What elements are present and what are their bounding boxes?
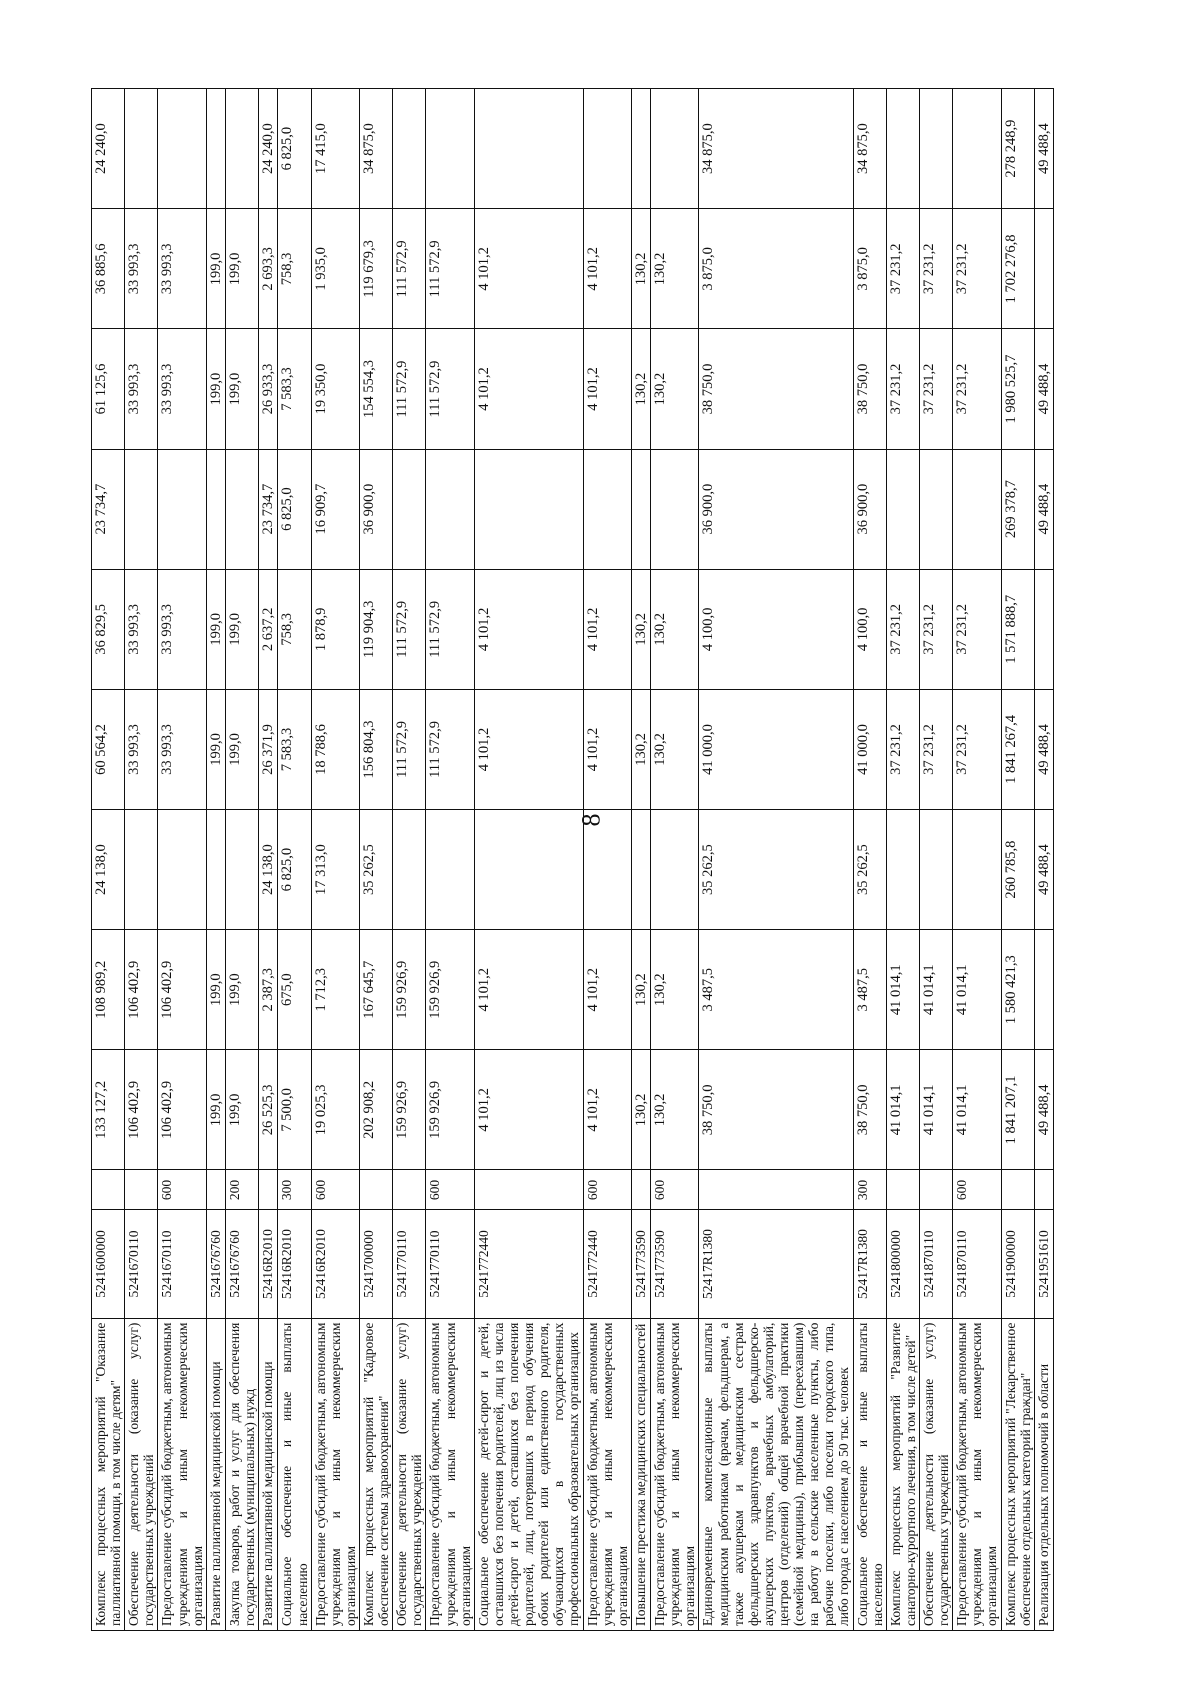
row-amount-cell: 35 262,5 [360,810,393,930]
row-amount-cell: 1 571 888,7 [1001,569,1034,689]
row-amount-cell [583,810,631,930]
row-amount-cell: 17 313,0 [311,810,359,930]
row-amount-cell [919,449,952,569]
row-amount-cell: 1 702 276,8 [1001,209,1034,329]
row-amount-cell: 17 415,0 [311,89,359,209]
row-amount-cell: 111 572,9 [393,329,426,449]
row-amount-cell: 199,0 [226,1050,259,1170]
table-row [259,89,278,1631]
row-amount-cell: 41 014,1 [886,1050,919,1170]
budget-table-container [91,88,1054,1631]
row-amount-cell: 199,0 [206,329,225,449]
row-expense-type-cell [1001,1170,1034,1210]
row-amount-cell [1034,569,1053,689]
row-amount-cell: 4 101,2 [474,209,583,329]
row-name-cell: Предоставление субсидий бюджетным, автономным учреждениям и иным некоммерческим организациям [158,1318,206,1630]
row-amount-cell: 41 000,0 [853,689,886,809]
row-amount-cell: 130,2 [651,930,699,1050]
row-code-cell: 5241670110 [158,1210,206,1318]
row-amount-cell [426,449,474,569]
row-expense-type-cell [92,1170,125,1210]
row-name-cell: Социальное обеспечение детей-сирот и детей, оставшихся без попечения родителей, лиц из числа детей-сирот и детей, оставшихся без попечения родителей, лиц, потерявших в период обучения обоих родителей или единственного родителя, обучающихся в государственных профессиональных образовательных организациях [474,1318,583,1630]
row-amount-cell [631,449,650,569]
row-amount-cell: 199,0 [226,689,259,809]
row-amount-cell: 37 231,2 [919,569,952,689]
row-name-cell: Реализация отдельных полномочий в области [1034,1318,1053,1630]
row-amount-cell: 7 583,3 [278,689,311,809]
row-amount-cell: 36 900,0 [360,449,393,569]
row-amount-cell [158,810,206,930]
row-code-cell: 5241870110 [919,1210,952,1318]
row-name-cell: Обеспечение деятельности (оказание услуг) государственных учреждений [919,1318,952,1630]
row-amount-cell: 1 878,9 [311,569,359,689]
row-expense-type-cell [474,1170,583,1210]
row-amount-cell: 19 025,3 [311,1050,359,1170]
row-amount-cell: 199,0 [206,930,225,1050]
row-amount-cell [953,810,1001,930]
table-row [393,89,426,1631]
row-amount-cell: 130,2 [631,930,650,1050]
row-amount-cell: 33 993,3 [125,569,158,689]
row-amount-cell: 199,0 [206,689,225,809]
row-code-cell: 52417R1380 [699,1210,853,1318]
row-amount-cell: 19 350,0 [311,329,359,449]
row-amount-cell: 37 231,2 [919,209,952,329]
row-amount-cell: 37 231,2 [953,689,1001,809]
row-name-cell: Комплекс процессных мероприятий "Развитие санаторно-курортного лечения, в том числе детей" [886,1318,919,1630]
budget-table [91,88,1054,1631]
row-amount-cell: 119 904,3 [360,569,393,689]
row-amount-cell: 4 101,2 [583,1050,631,1170]
row-amount-cell: 199,0 [226,329,259,449]
row-amount-cell: 33 993,3 [158,689,206,809]
row-name-cell: Комплекс процессных мероприятий "Оказание паллиативной помощи, в том числе детям" [92,1318,125,1630]
row-amount-cell [583,89,631,209]
row-code-cell: 52417R1380 [853,1210,886,1318]
row-code-cell: 5241772440 [474,1210,583,1318]
row-amount-cell: 36 829,5 [92,569,125,689]
row-amount-cell [1034,209,1053,329]
row-expense-type-cell [1034,1170,1053,1210]
row-amount-cell: 18 788,6 [311,689,359,809]
row-amount-cell: 130,2 [631,329,650,449]
row-amount-cell: 33 993,3 [158,329,206,449]
row-amount-cell: 35 262,5 [853,810,886,930]
row-name-cell: Предоставление субсидий бюджетным, автономным учреждениям и иным некоммерческим организациям [311,1318,359,1630]
row-amount-cell: 4 100,0 [699,569,853,689]
row-code-cell: 5241773590 [631,1210,650,1318]
row-amount-cell: 199,0 [226,930,259,1050]
row-expense-type-cell [360,1170,393,1210]
row-amount-cell: 4 101,2 [583,569,631,689]
row-amount-cell: 106 402,9 [125,1050,158,1170]
row-amount-cell [226,449,259,569]
row-amount-cell: 16 909,7 [311,449,359,569]
row-name-cell: Закупка товаров, работ и услуг для обеспечения государственных (муниципальных) нужд [226,1318,259,1630]
row-amount-cell: 119 679,3 [360,209,393,329]
row-amount-cell: 159 926,9 [426,930,474,1050]
row-name-cell: Предоставление субсидий бюджетным, автономным учреждениям и иным некоммерческим организациям [651,1318,699,1630]
row-amount-cell [583,449,631,569]
row-expense-type-cell: 600 [426,1170,474,1210]
row-amount-cell [158,89,206,209]
row-amount-cell: 159 926,9 [426,1050,474,1170]
row-amount-cell: 1 580 421,3 [1001,930,1034,1050]
table-row [651,89,699,1631]
row-amount-cell [206,449,225,569]
table-row [158,89,206,1631]
row-amount-cell: 49 488,4 [1034,449,1053,569]
row-amount-cell: 49 488,4 [1034,689,1053,809]
row-amount-cell [206,810,225,930]
row-amount-cell: 7 583,3 [278,329,311,449]
table-row [92,89,125,1631]
row-code-cell: 5241951610 [1034,1210,1053,1318]
row-amount-cell: 130,2 [651,689,699,809]
row-amount-cell: 130,2 [631,209,650,329]
row-amount-cell: 156 804,3 [360,689,393,809]
row-amount-cell [886,89,919,209]
row-amount-cell: 133 127,2 [92,1050,125,1170]
row-amount-cell: 4 101,2 [583,329,631,449]
row-amount-cell: 37 231,2 [953,209,1001,329]
row-amount-cell [393,449,426,569]
row-code-cell: 5241600000 [92,1210,125,1318]
row-amount-cell: 26 525,3 [259,1050,278,1170]
row-expense-type-cell: 600 [158,1170,206,1210]
table-row [1001,89,1034,1631]
row-amount-cell: 111 572,9 [393,209,426,329]
row-amount-cell: 199,0 [206,569,225,689]
row-amount-cell: 130,2 [631,569,650,689]
row-amount-cell: 1 841 267,4 [1001,689,1034,809]
row-amount-cell: 37 231,2 [953,569,1001,689]
row-expense-type-cell: 300 [853,1170,886,1210]
row-amount-cell: 34 875,0 [699,89,853,209]
row-amount-cell: 7 500,0 [278,1050,311,1170]
row-amount-cell: 159 926,9 [393,930,426,1050]
row-amount-cell: 2 637,2 [259,569,278,689]
row-amount-cell: 111 572,9 [426,689,474,809]
row-amount-cell: 23 734,7 [92,449,125,569]
row-amount-cell: 36 900,0 [853,449,886,569]
row-amount-cell: 33 993,3 [125,209,158,329]
row-name-cell: Предоставление субсидий бюджетным, автономным учреждениям и иным некоммерческим организациям [583,1318,631,1630]
row-amount-cell: 1 935,0 [311,209,359,329]
row-amount-cell [474,810,583,930]
row-amount-cell: 41 014,1 [953,1050,1001,1170]
row-code-cell: 52416R2010 [259,1210,278,1318]
row-amount-cell: 260 785,8 [1001,810,1034,930]
row-amount-cell [651,89,699,209]
row-amount-cell: 41 014,1 [919,1050,952,1170]
row-amount-cell: 24 138,0 [92,810,125,930]
row-amount-cell [125,449,158,569]
row-amount-cell: 130,2 [651,569,699,689]
row-amount-cell: 41 000,0 [699,689,853,809]
row-amount-cell: 38 750,0 [853,329,886,449]
table-row [631,89,650,1631]
row-amount-cell: 26 371,9 [259,689,278,809]
row-expense-type-cell [393,1170,426,1210]
table-row [919,89,952,1631]
row-amount-cell: 3 487,5 [699,930,853,1050]
row-amount-cell: 4 101,2 [583,209,631,329]
row-amount-cell: 37 231,2 [919,329,952,449]
row-expense-type-cell: 300 [278,1170,311,1210]
row-amount-cell: 37 231,2 [953,329,1001,449]
table-row [1034,89,1053,1631]
row-amount-cell: 278 248,9 [1001,89,1034,209]
page-number: 8 [576,813,606,827]
row-amount-cell [953,449,1001,569]
row-name-cell: Повышение престижа медицинских специальностей [631,1318,650,1630]
row-amount-cell: 130,2 [651,329,699,449]
row-amount-cell: 3 487,5 [853,930,886,1050]
row-amount-cell: 33 993,3 [158,209,206,329]
row-amount-cell [631,810,650,930]
row-amount-cell [651,810,699,930]
row-amount-cell: 49 488,4 [1034,810,1053,930]
row-name-cell: Обеспечение деятельности (оказание услуг) государственных учреждений [393,1318,426,1630]
row-amount-cell: 24 138,0 [259,810,278,930]
row-amount-cell: 130,2 [651,209,699,329]
row-amount-cell: 4 101,2 [474,569,583,689]
row-expense-type-cell [886,1170,919,1210]
row-amount-cell: 202 908,2 [360,1050,393,1170]
row-code-cell: 5241770110 [426,1210,474,1318]
row-amount-cell: 269 378,7 [1001,449,1034,569]
row-amount-cell [125,810,158,930]
row-amount-cell: 159 926,9 [393,1050,426,1170]
row-amount-cell: 6 825,0 [278,810,311,930]
row-code-cell: 5241676760 [206,1210,225,1318]
row-amount-cell: 41 014,1 [886,930,919,1050]
row-amount-cell [1034,930,1053,1050]
row-amount-cell: 38 750,0 [699,329,853,449]
row-expense-type-cell: 600 [311,1170,359,1210]
row-amount-cell: 23 734,7 [259,449,278,569]
table-row [953,89,1001,1631]
row-amount-cell: 4 101,2 [474,689,583,809]
row-amount-cell [919,89,952,209]
row-amount-cell: 167 645,7 [360,930,393,1050]
table-row [699,89,853,1631]
row-amount-cell [631,89,650,209]
row-amount-cell: 38 750,0 [853,1050,886,1170]
row-amount-cell: 6 825,0 [278,89,311,209]
table-body [92,89,1054,1631]
table-row [426,89,474,1631]
row-name-cell: Комплекс процессных мероприятий "Кадровое обеспечение системы здравоохранения" [360,1318,393,1630]
row-amount-cell: 33 993,3 [158,569,206,689]
row-amount-cell: 49 488,4 [1034,1050,1053,1170]
row-amount-cell: 4 101,2 [583,689,631,809]
row-amount-cell: 2 693,3 [259,209,278,329]
row-amount-cell [474,89,583,209]
row-amount-cell: 106 402,9 [158,930,206,1050]
row-amount-cell: 24 240,0 [259,89,278,209]
row-amount-cell: 38 750,0 [699,1050,853,1170]
row-code-cell: 5241870110 [953,1210,1001,1318]
row-amount-cell: 36 900,0 [699,449,853,569]
row-amount-cell: 199,0 [226,209,259,329]
table-row [125,89,158,1631]
table-row [583,89,631,1631]
row-amount-cell: 199,0 [206,209,225,329]
row-amount-cell [426,810,474,930]
row-amount-cell: 61 125,6 [92,329,125,449]
row-code-cell: 5241770110 [393,1210,426,1318]
table-row [474,89,583,1631]
row-expense-type-cell: 600 [953,1170,1001,1210]
row-amount-cell: 1 712,3 [311,930,359,1050]
row-code-cell: 5241676760 [226,1210,259,1318]
row-code-cell: 5241900000 [1001,1210,1034,1318]
row-amount-cell: 758,3 [278,569,311,689]
row-amount-cell: 49 488,4 [1034,329,1053,449]
row-name-cell: Развитие паллиативной медицинской помощи [206,1318,225,1630]
row-amount-cell: 4 101,2 [474,329,583,449]
row-amount-cell: 37 231,2 [886,569,919,689]
row-amount-cell: 4 101,2 [474,1050,583,1170]
row-amount-cell: 37 231,2 [886,689,919,809]
row-name-cell: Комплекс процессных мероприятий "Лекарственное обеспечение отдельных категорий граждан" [1001,1318,1034,1630]
row-amount-cell [393,89,426,209]
row-code-cell: 5241700000 [360,1210,393,1318]
table-row [311,89,359,1631]
row-amount-cell: 26 933,3 [259,329,278,449]
row-amount-cell: 34 875,0 [853,89,886,209]
row-amount-cell [393,810,426,930]
row-amount-cell: 3 875,0 [853,209,886,329]
row-amount-cell: 3 875,0 [699,209,853,329]
row-amount-cell: 35 262,5 [699,810,853,930]
row-amount-cell [886,810,919,930]
row-name-cell: Единовременные компенсационные выплаты медицинским работникам (врачам, фельдшерам, а также акушеркам и медицинским сестрам фельдшерских здравпунктов и фельдшерско-акушерских пунктов, врачебных амбулаторий, центров (отделений) общей врачебной практики (семейной медицины), прибывшим (переехавшим) на работу в сельские населенные пункты, либо рабочие поселки, либо поселки городского типа, либо города с населением до 50 тыс. человек [699,1318,853,1630]
row-amount-cell: 36 885,6 [92,209,125,329]
row-amount-cell: 199,0 [226,569,259,689]
row-code-cell: 5241800000 [886,1210,919,1318]
row-expense-type-cell [631,1170,650,1210]
row-amount-cell: 1 841 207,1 [1001,1050,1034,1170]
row-amount-cell [125,89,158,209]
row-amount-cell: 111 572,9 [426,209,474,329]
row-amount-cell: 41 014,1 [919,930,952,1050]
row-amount-cell: 106 402,9 [125,930,158,1050]
row-amount-cell: 154 554,3 [360,329,393,449]
row-amount-cell: 33 993,3 [125,689,158,809]
table-row [226,89,259,1631]
row-expense-type-cell [125,1170,158,1210]
row-amount-cell [158,449,206,569]
row-amount-cell [226,810,259,930]
row-name-cell: Предоставление субсидий бюджетным, автономным учреждениям и иным некоммерческим организациям [426,1318,474,1630]
row-amount-cell: 130,2 [631,689,650,809]
row-expense-type-cell [259,1170,278,1210]
row-expense-type-cell [919,1170,952,1210]
row-amount-cell: 37 231,2 [886,329,919,449]
row-amount-cell: 2 387,3 [259,930,278,1050]
row-amount-cell: 60 564,2 [92,689,125,809]
row-amount-cell: 37 231,2 [886,209,919,329]
row-amount-cell: 24 240,0 [92,89,125,209]
table-row [206,89,225,1631]
row-amount-cell: 6 825,0 [278,449,311,569]
row-amount-cell: 49 488,4 [1034,89,1053,209]
row-amount-cell [426,89,474,209]
row-amount-cell: 4 101,2 [583,930,631,1050]
row-code-cell: 52416R2010 [278,1210,311,1318]
row-amount-cell [226,89,259,209]
row-expense-type-cell: 200 [226,1170,259,1210]
row-code-cell: 5241670110 [125,1210,158,1318]
row-amount-cell: 111 572,9 [393,569,426,689]
row-amount-cell: 111 572,9 [426,569,474,689]
row-amount-cell [651,449,699,569]
row-expense-type-cell: 600 [651,1170,699,1210]
row-expense-type-cell [206,1170,225,1210]
row-amount-cell: 675,0 [278,930,311,1050]
row-amount-cell: 106 402,9 [158,1050,206,1170]
row-amount-cell: 199,0 [206,1050,225,1170]
row-amount-cell [474,449,583,569]
row-expense-type-cell [699,1170,853,1210]
row-amount-cell: 4 101,2 [474,930,583,1050]
table-row [278,89,311,1631]
row-amount-cell: 130,2 [651,1050,699,1170]
row-code-cell: 5241772440 [583,1210,631,1318]
row-amount-cell: 130,2 [631,1050,650,1170]
row-amount-cell: 1 980 525,7 [1001,329,1034,449]
row-amount-cell: 758,3 [278,209,311,329]
row-code-cell: 52416R2010 [311,1210,359,1318]
table-row [886,89,919,1631]
table-row [360,89,393,1631]
row-name-cell: Социальное обеспечение и иные выплаты населению [853,1318,886,1630]
row-amount-cell: 108 989,2 [92,930,125,1050]
table-row [853,89,886,1631]
row-amount-cell: 111 572,9 [393,689,426,809]
row-code-cell: 5241773590 [651,1210,699,1318]
row-amount-cell [953,89,1001,209]
row-amount-cell [206,89,225,209]
row-amount-cell: 34 875,0 [360,89,393,209]
row-name-cell: Развитие паллиативной медицинской помощи [259,1318,278,1630]
row-name-cell: Социальное обеспечение и иные выплаты населению [278,1318,311,1630]
row-name-cell: Обеспечение деятельности (оказание услуг) государственных учреждений [125,1318,158,1630]
row-amount-cell [886,449,919,569]
row-amount-cell: 33 993,3 [125,329,158,449]
row-expense-type-cell: 600 [583,1170,631,1210]
row-amount-cell: 37 231,2 [919,689,952,809]
row-amount-cell [919,810,952,930]
row-amount-cell: 41 014,1 [953,930,1001,1050]
row-amount-cell: 4 100,0 [853,569,886,689]
row-amount-cell: 111 572,9 [426,329,474,449]
row-name-cell: Предоставление субсидий бюджетным, автономным учреждениям и иным некоммерческим организациям [953,1318,1001,1630]
